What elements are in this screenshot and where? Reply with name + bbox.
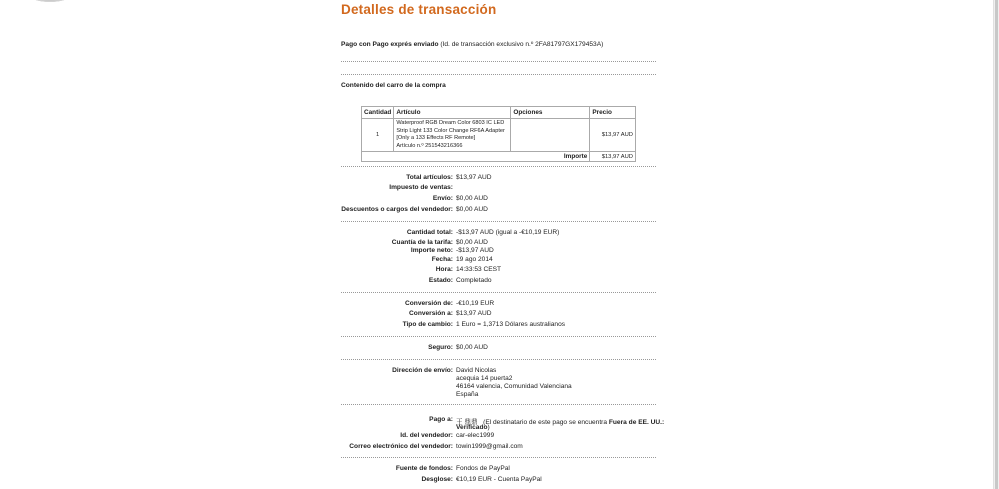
divider [341, 359, 656, 360]
insurance-row [341, 344, 656, 354]
divider [341, 221, 656, 222]
seller-id-value: car-elec1999 [456, 432, 495, 439]
divider [341, 336, 656, 337]
logo-graphic [28, 0, 72, 2]
divider [341, 74, 656, 75]
payment-label: Estado: [428, 277, 453, 284]
table-total-row [362, 152, 636, 162]
col-item: Artículo [394, 107, 511, 119]
summary-method: Pago exprés enviado [372, 41, 439, 48]
item-qty: 1 [362, 119, 394, 152]
payment-label: Importe neto: [410, 247, 453, 254]
col-qty: Cantidad [362, 107, 394, 119]
totals-label: Impuesto de ventas: [389, 184, 453, 191]
conversion-value: -€10,19 EUR [456, 300, 495, 307]
conversion-label: Conversión a: [409, 310, 453, 317]
conversion-value: $13,97 AUD [456, 310, 492, 317]
item-number: Artículo n.º 251543216366 [396, 142, 463, 149]
funding-value: Fondos de PayPal [456, 465, 510, 472]
address-line: España [456, 391, 479, 398]
total-label: Importe [362, 152, 590, 162]
col-price: Precio [590, 107, 636, 119]
funding-label: Desglose: [421, 476, 453, 483]
totals-label: Total artículos: [406, 174, 453, 181]
scrollbar-thumb[interactable] [995, 0, 998, 489]
summary-prefix: Pago con [341, 41, 371, 48]
payment-label: Cantidad total: [406, 229, 453, 236]
seller-email-label: Correo electrónico del vendedor: [349, 443, 453, 450]
shipping-label: Dirección de envío: [392, 367, 453, 374]
item-description [394, 119, 511, 152]
payment-value: 14:33:53 CEST [456, 266, 502, 273]
total-value: $13,97 AUD [590, 152, 636, 162]
divider [341, 404, 656, 405]
payment-label: Cuantía de la tarifa: [391, 239, 453, 246]
col-options: Opciones [511, 107, 590, 119]
payment-value: $0,00 AUD [456, 239, 488, 246]
seller-email-value: towin1999@gmail.com [456, 443, 523, 450]
payment-value: -$13,97 AUD [456, 247, 494, 254]
funding-value: €10,19 EUR - Cuenta PayPal [456, 476, 542, 483]
cart-section-title: Contenido del carro de la compra [341, 82, 446, 89]
transaction-summary [341, 41, 603, 48]
payment-value: 19 ago 2014 [456, 256, 493, 263]
item-desc-line: Strip Light 133 Color Change RF6A Adapter [396, 127, 505, 134]
payment-label: Hora: [435, 266, 453, 273]
table-row [362, 119, 636, 152]
totals-value: $13,97 AUD [456, 174, 492, 181]
item-price: $13,97 AUD [590, 119, 636, 152]
insurance-value: $0,00 AUD [456, 344, 488, 351]
payment-value: -$13,97 AUD (igual a -€10,19 EUR) [456, 229, 560, 236]
item-options [511, 119, 590, 152]
insurance-label: Seguro: [428, 344, 453, 351]
page-title: Detalles de transacción [341, 2, 497, 17]
divider [341, 457, 656, 458]
payment-label: Fecha: [431, 256, 453, 263]
divider [341, 292, 656, 293]
conversion-label: Conversión de: [405, 300, 453, 307]
recipient-note: (El destinatario de este pago se encuentra [483, 419, 608, 426]
conversion-value: 1 Euro = 1,3713 Dólares australianos [456, 321, 566, 328]
totals-label: Envío: [432, 195, 453, 202]
divider [341, 166, 656, 167]
recipient-verified: Verificado) [456, 424, 490, 431]
divider [341, 61, 656, 62]
recipient-location: Fuera de EE. UU.: [608, 419, 665, 426]
summary-id: (Id. de transacción exclusivo n.º 2FA81797GX179453A) [440, 41, 604, 48]
address-line: David Nicolas [456, 367, 497, 374]
conversion-label: Tipo de cambio: [402, 321, 453, 328]
address-line: acequia 14 puerta2 [456, 375, 513, 382]
address-line: 46164 valencia, Comunidad Valenciana [456, 383, 572, 390]
cart-table [361, 106, 636, 162]
item-desc-line: Waterproof RGB Dream Color 6803 IC LED [396, 120, 505, 126]
funding-label: Fuente de fondos: [395, 465, 453, 472]
recipient-name: 王 鼎鼎 [456, 419, 478, 426]
pay-to-label: Pago a: [429, 416, 453, 423]
totals-value: $0,00 AUD [456, 206, 488, 213]
status-value: Completado [456, 277, 492, 284]
scrollbar[interactable] [993, 0, 999, 489]
item-desc-line: [Only a 133 Effects RF Remote] [396, 135, 476, 142]
totals-label: Descuentos o cargos del vendedor: [341, 206, 453, 213]
seller-id-label: Id. del vendedor: [400, 432, 453, 439]
totals-value: $0,00 AUD [456, 195, 488, 202]
